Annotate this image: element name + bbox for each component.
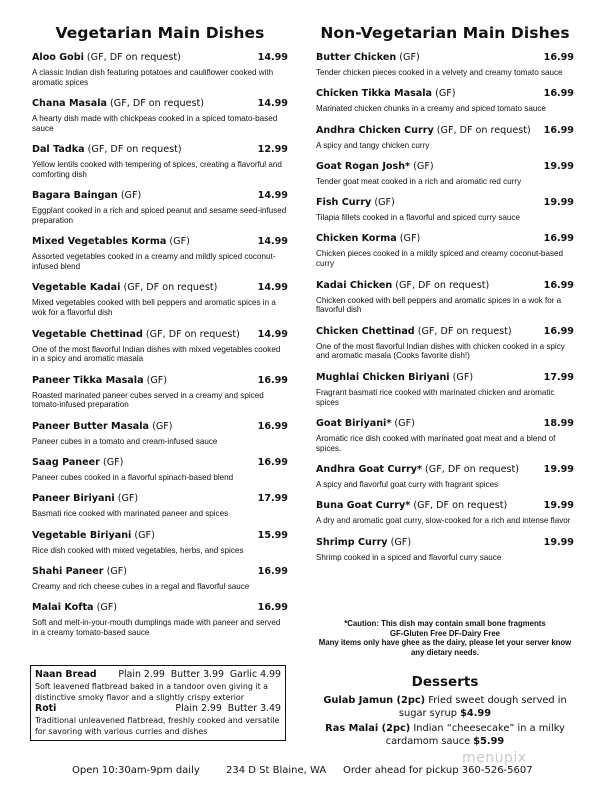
menu-item-name: Malai Kofta (32, 602, 94, 614)
menu-item-header (316, 233, 574, 245)
menu-item (32, 329, 288, 365)
menu-item-price: 15.99 (257, 529, 288, 541)
menu-item-header (316, 537, 574, 549)
menu-item-desc: A classic Indian dish featuring potatoes and cauliflower cooked with aromatic spices (32, 68, 274, 87)
menu-item-price: 19.99 (543, 463, 574, 475)
menu-item-price: 14.99 (257, 98, 288, 110)
menu-item-header (32, 566, 288, 578)
menu-item-name: Chicken Chettinad (316, 325, 415, 337)
item-spacer (316, 187, 574, 198)
menu-item (316, 233, 574, 269)
roti-name: Roti (35, 703, 57, 714)
menu-item-title (316, 280, 489, 292)
menu-item-price: 19.99 (543, 536, 574, 548)
menu-item (32, 144, 288, 180)
vegetarian-title: Vegetarian Main Dishes (55, 24, 265, 42)
menu-item-name: Chicken Korma (316, 233, 397, 245)
menu-item-name: Vegetable Kadai (32, 282, 121, 294)
menu-item-header (32, 457, 288, 469)
menu-item-name: Saag Paneer (32, 457, 100, 469)
menu-item-name: Kadai Chicken (316, 279, 393, 291)
menu-item-price: 17.99 (257, 493, 288, 505)
menu-item-name: Bagara Baingan (32, 190, 118, 202)
vegetarian-section (32, 24, 288, 638)
menu-item (316, 52, 574, 78)
menu-item-price: 16.99 (257, 602, 288, 614)
menu-item-price: 14.99 (257, 52, 288, 63)
menu-item (32, 566, 288, 592)
menu-item (316, 326, 574, 362)
caution-line: GF-Gluten Free DF-Dairy Free (389, 628, 501, 638)
menu-item-title (316, 326, 512, 338)
menu-item-header (316, 372, 574, 384)
menu-item-desc: A spicy and flavorful goat curry with fragrant spices (316, 479, 499, 489)
dessert-price: $4.99 (460, 708, 492, 719)
menu-item-name: Chicken Tikka Masala (316, 88, 433, 100)
menu-item-tags: (GF) (117, 493, 139, 505)
menu-item-tags: (GF, DF on request) (86, 52, 181, 63)
menu-item (32, 457, 288, 483)
menu-item-price: 19.99 (543, 500, 574, 512)
menu-item (32, 375, 288, 411)
menu-item-tags: (GF) (399, 52, 420, 63)
menu-item-price: 19.99 (543, 197, 574, 209)
menu-item (316, 537, 574, 563)
menu-item-header (32, 375, 288, 387)
menu-item-price: 16.99 (543, 124, 574, 136)
menu-item-price: 12.99 (257, 144, 288, 156)
menu-item-tags: (GF) (102, 457, 124, 469)
menu-item-title (316, 125, 531, 137)
item-spacer (32, 226, 288, 237)
menu-item-title (32, 282, 217, 294)
menu-item (316, 372, 574, 408)
menu-item-name: Goat Rogan Josh* (316, 160, 411, 172)
roti-desc: Traditional unleavened flatbread, freshly cooked and versatile for savoring with various curries and dishes (35, 716, 280, 736)
menu-item-tags: (GF, DF on request) (110, 98, 204, 110)
item-spacer (32, 519, 288, 530)
menu-item-name: Dal Tadka (32, 144, 85, 156)
menu-item-name: Buna Goat Curry* (316, 500, 411, 512)
menu-item-name: Fish Curry (316, 197, 372, 209)
menu-item-header (316, 464, 574, 476)
menu-item (32, 190, 288, 226)
footer-address: 234 D St Blaine, WA (226, 765, 327, 776)
menu-item-price: 14.99 (257, 328, 288, 340)
item-spacer (32, 134, 288, 145)
menu-item-desc: Tender goat meat cooked in a rich and aromatic red curry (316, 176, 522, 186)
menu-item-tags: (GF) (390, 536, 412, 548)
menu-item-desc: Shrimp cooked in a spiced and flavorful curry sauce (316, 552, 502, 562)
menu-item-header (316, 280, 574, 292)
item-spacer (316, 453, 574, 464)
menu-item-tags: (GF, DF on request) (436, 124, 531, 136)
menu-item-tags: (GF, DF on request) (417, 325, 512, 337)
naan-prices: Plain 2.99 Butter 3.99 Garlic 4.99 (118, 669, 281, 680)
menu-item-title (316, 233, 420, 245)
menu-item-desc: Tilapia fillets cooked in a flavorful and spiced curry sauce (316, 213, 520, 223)
menu-item-header (32, 144, 288, 156)
menu-item-desc: Tender chicken pieces cooked in a velvety and creamy tomato sauce (316, 68, 563, 77)
menu-item (316, 418, 574, 454)
item-spacer (316, 490, 574, 501)
menu-item-price: 19.99 (543, 160, 574, 172)
menu-item-title (32, 375, 167, 387)
item-spacer (316, 223, 574, 234)
roti-header (35, 703, 281, 715)
menu-item-price: 16.99 (257, 565, 288, 577)
menu-item-desc: Soft and melt-in-your-mouth dumplings made with paneer and served in a creamy tomato-based sauce (32, 618, 281, 638)
menu-item (32, 236, 288, 272)
menu-item-tags: (GF) (413, 160, 434, 172)
menu-item (316, 161, 574, 187)
menu-item-tags: (GF) (399, 233, 421, 245)
bread-box (30, 665, 286, 741)
menu-item-title (316, 372, 473, 384)
menu-item-header (32, 190, 288, 202)
item-spacer (32, 318, 288, 329)
menu-item-price: 16.99 (543, 88, 574, 100)
menu-item-title (316, 464, 519, 476)
desserts-title: Desserts (411, 674, 479, 690)
menu-item-header (316, 52, 574, 64)
menu-item-name: Paneer Biriyani (32, 493, 115, 505)
menu-item-desc: Paneer cubes cooked in a flavorful spinach-based blend (32, 473, 234, 483)
dessert-price: $5.99 (473, 736, 505, 747)
menu-item-desc: A hearty dish made with chickpeas cooked in a spiced tomato-based sauce (32, 114, 278, 133)
menu-item-desc: Yellow lentils cooked with tempering of spices, creating a flavorful and comforting dish (32, 160, 282, 179)
menu-item-desc: Chicken cooked with bell peppers and aromatic spices in a wok for a flavorful dish (316, 295, 562, 315)
menu-item-title (316, 197, 395, 209)
nonveg-list (316, 52, 574, 562)
item-spacer (316, 269, 574, 280)
menu-item-name: Goat Biriyani* (316, 417, 392, 429)
caution-line: *Caution: This dish may contain small bone fragments (344, 619, 546, 628)
item-spacer (32, 88, 288, 99)
menu-item-desc: A spicy and tangy chicken curry (316, 140, 430, 150)
item-spacer (32, 555, 288, 566)
footer-hours: Open 10:30am-9pm daily (72, 765, 200, 776)
item-spacer (32, 592, 288, 603)
menu-item-tags: (GF, DF on request) (395, 279, 490, 291)
menu-item-header (32, 421, 288, 433)
menu-item-tags: (GF) (452, 371, 474, 383)
item-spacer (316, 114, 574, 125)
menu-item-price: 14.99 (257, 282, 288, 294)
menu-item-desc: A dry and aromatic goat curry, slow-cooked for a rich and intense flavor (316, 516, 571, 526)
menu-item-tags: (GF) (120, 190, 142, 202)
menu-item-name: Mixed Vegetables Korma (32, 236, 167, 248)
item-spacer (32, 180, 288, 191)
item-spacer (316, 407, 574, 418)
menu-item-title (32, 602, 117, 614)
menu-item-name: Andhra Goat Curry* (316, 463, 422, 475)
menu-item-tags: (GF) (394, 417, 415, 429)
menu-item-title (32, 493, 138, 505)
menu-item-title (316, 537, 411, 549)
menu-item-tags: (GF, DF on request) (123, 282, 218, 294)
menu-item (32, 98, 288, 134)
item-spacer (32, 483, 288, 494)
menu-item-desc: Mixed vegetables cooked with bell peppers and aromatic spices in a wok for a flavorful dish (32, 298, 276, 318)
menu-item-header (316, 500, 574, 512)
dessert-desc: Fried sweet dough served in sugar syrup (398, 695, 567, 719)
menu-item-title (32, 144, 182, 156)
menu-item-title (32, 530, 155, 542)
menu-item-title (32, 421, 173, 433)
menu-item-header (316, 161, 574, 173)
menu-item-title (32, 52, 181, 64)
menu-item-name: Butter Chicken (316, 52, 397, 63)
menu-item-name: Shrimp Curry (316, 536, 388, 548)
menu-item-tags: (GF) (134, 529, 155, 541)
caution-note (316, 619, 574, 657)
menu-item-price: 16.99 (543, 279, 574, 291)
dessert-item (316, 722, 574, 748)
menu-item-name: Chana Masala (32, 98, 107, 110)
menu-item-price: 16.99 (257, 457, 288, 469)
menu-item (316, 125, 574, 151)
menu-item-tags: (GF) (435, 88, 456, 100)
menu-item-header (32, 98, 288, 110)
menu-item-title (316, 418, 415, 430)
menu-item (32, 493, 288, 519)
menu-item-name: Mughlai Chicken Biriyani (316, 371, 450, 383)
dessert-desc: Indian “cheesecake” in a milky cardamom sauce (385, 723, 565, 747)
naan-desc: Soft leavened flatbread baked in a tandoor oven giving it a distinctive smoky flavor and a slightly crispy exterior (35, 682, 269, 702)
menu-item (316, 464, 574, 490)
menu-item-name: Vegetable Chettinad (32, 328, 143, 340)
menu-item-header (316, 197, 574, 209)
menu-item (316, 500, 574, 526)
menu-item-header (32, 530, 288, 542)
menu-item-header (32, 602, 288, 614)
item-spacer (316, 78, 574, 89)
item-spacer (316, 361, 574, 372)
menu-item-desc: Eggplant cooked in a rich and spiced peanut and sesame seed-infused preparation (32, 206, 287, 226)
menu-item-price: 16.99 (543, 233, 574, 245)
menu-item-desc: Rice dish cooked with mixed vegetables, herbs, and spices (32, 545, 244, 555)
menu-item-price: 17.99 (543, 371, 574, 383)
menu-item-tags: (GF, DF on request) (145, 328, 240, 340)
menu-item-name: Vegetable Biriyani (32, 529, 132, 541)
menu-item-title (32, 236, 190, 248)
menu-item-desc: Marinated chicken chunks in a creamy and spiced tomato sauce (316, 104, 546, 114)
menu-item-tags: (GF) (96, 602, 118, 614)
menu-item-name: Paneer Butter Masala (32, 420, 150, 432)
menu-item (316, 88, 574, 114)
menu-item-header (316, 326, 574, 338)
menu-item-desc: Roasted marinated paneer cubes served in a creamy and spiced tomato-infused preparation (32, 390, 264, 410)
menu-item-title (316, 52, 420, 64)
menu-item-price: 18.99 (543, 417, 574, 429)
footer-order: Order ahead for pickup 360-526-5607 (343, 765, 533, 776)
menu-item-header (32, 493, 288, 505)
menu-item-desc: Assorted vegetables cooked in a creamy and mildly spiced coconut-infused blend (32, 252, 276, 272)
item-spacer (32, 364, 288, 375)
menu-item-tags: (GF, DF on request) (87, 144, 182, 156)
menu-item-desc: Basmati rice cooked with marinated paneer and spices (32, 509, 229, 519)
dessert-name: Gulab Jamun (2pc) (323, 695, 426, 706)
desserts-section (316, 674, 574, 750)
item-spacer (316, 526, 574, 537)
menu-item-tags: (GF, DF on request) (425, 463, 519, 475)
menu-item-name: Paneer Tikka Masala (32, 374, 144, 386)
item-spacer (32, 272, 288, 283)
menu-item-desc: Aromatic rice dish cooked with marinated goat meat and a blend of spices. (316, 433, 556, 453)
menu-item-desc: One of the most flavorful Indian dishes with mixed vegetables cooked in a spicy and aromatic masala (32, 344, 281, 364)
menu-item-title (32, 329, 240, 341)
menu-item-title (32, 566, 127, 578)
menu-item-desc: One of the most flavorful Indian dishes with chicken cooked in a spicy and aromatic masala (Cooks favorite dish!) (316, 341, 565, 361)
menu-item (316, 280, 574, 316)
menu-item-tags: (GF) (169, 236, 190, 248)
menu-item-desc: Chicken pieces cooked in a mildly spiced and creamy coconut-based curry (316, 249, 563, 269)
menu-item-name: Shahi Paneer (32, 565, 104, 577)
menu-item-price: 16.99 (257, 420, 288, 432)
menu-item-price: 14.99 (257, 236, 288, 248)
menu-item (32, 52, 288, 88)
menu-item (316, 197, 574, 223)
dessert-item (316, 694, 574, 720)
item-spacer (32, 447, 288, 458)
menu-item-header (316, 418, 574, 430)
menu-item-header (32, 282, 288, 294)
menu-item-name: Andhra Chicken Curry (316, 124, 434, 136)
naan-header (35, 669, 281, 681)
menu-item-price: 14.99 (257, 190, 288, 202)
menu-item-desc: Paneer cubes in a tomato and cream-infused sauce (32, 436, 218, 446)
menu-item-name: Aloo Gobi (32, 52, 84, 63)
menu-item (32, 421, 288, 447)
menu-item-price: 16.99 (543, 52, 574, 63)
naan-name: Naan Bread (35, 669, 97, 680)
menu-item-tags: (GF) (152, 420, 173, 432)
menu-item-price: 16.99 (257, 374, 288, 386)
menu-item-title (316, 88, 456, 100)
menu-item-tags: (GF, DF on request) (413, 500, 508, 512)
menu-item-title (316, 161, 434, 173)
menu-item-header (32, 52, 288, 64)
menu-item-title (32, 98, 204, 110)
menu-item-header (32, 236, 288, 248)
item-spacer (316, 150, 574, 161)
menu-item-desc: Creamy and rich cheese cubes in a regal and flavorful sauce (32, 581, 250, 591)
menu-item (32, 282, 288, 318)
item-spacer (32, 410, 288, 421)
menu-item-header (316, 125, 574, 137)
menu-item (32, 530, 288, 556)
menu-item-tags: (GF) (146, 374, 168, 386)
caution-line: Many items only have ghee as the dairy, please let your server know any dietary needs. (318, 638, 572, 657)
menu-item-tags: (GF) (106, 565, 128, 577)
menu-item-title (316, 500, 507, 512)
menu-item-tags: (GF) (374, 197, 395, 209)
nonveg-section (316, 24, 574, 562)
roti-prices: Plain 2.99 Butter 3.49 (175, 703, 281, 714)
menu-item (32, 602, 288, 638)
menu-item-header (316, 88, 574, 100)
menu-item-title (32, 190, 141, 202)
menu-item-price: 16.99 (543, 325, 574, 337)
menu-item-header (32, 329, 288, 341)
menu-item-desc: Fragrant basmati rice cooked with marinated chicken and aromatic spices (316, 387, 555, 407)
vegetarian-list (32, 52, 288, 638)
item-spacer (316, 315, 574, 326)
watermark-logo: menupix (462, 750, 527, 766)
menu-item-title (32, 457, 123, 469)
dessert-name: Ras Malai (2pc) (325, 723, 411, 734)
nonveg-title: Non-Vegetarian Main Dishes (320, 24, 570, 42)
